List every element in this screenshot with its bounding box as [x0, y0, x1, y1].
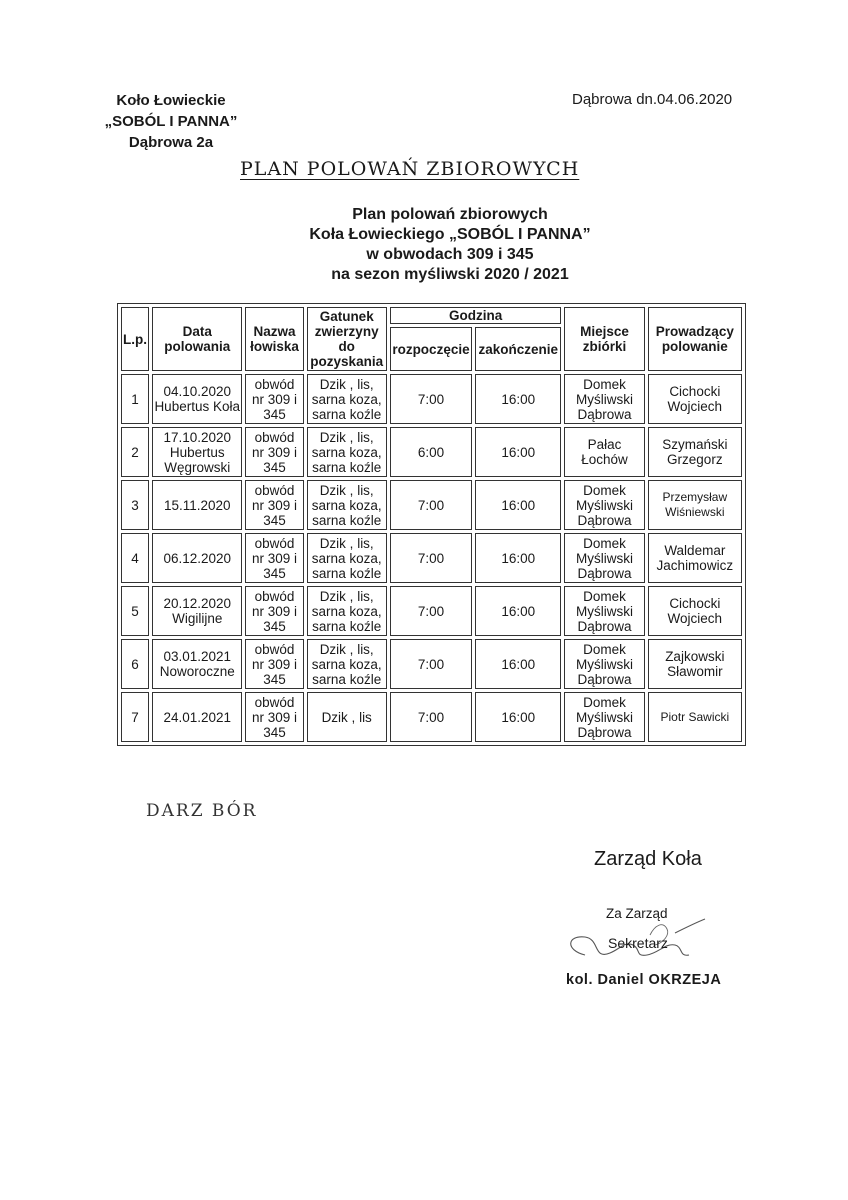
- cell-end: 16:00: [475, 639, 561, 689]
- cell-date: 03.01.2021 Noworoczne: [152, 639, 242, 689]
- cell-date: 17.10.2020 Hubertus Węgrowski: [152, 427, 242, 477]
- table-row: [121, 533, 742, 583]
- cell-meeting-place: Domek Myśliwski Dąbrowa: [564, 586, 644, 636]
- cell-hunting-ground: obwód nr 309 i 345: [245, 374, 303, 424]
- cell-lp: 7: [121, 692, 149, 742]
- table-row: [121, 480, 742, 530]
- header-hour: Godzina: [390, 307, 562, 324]
- subtitle-line-2: Koła Łowieckiego „SOBÓL I PANNA”: [309, 226, 591, 243]
- header-species: Gatunek zwierzyny do pozyskania: [307, 307, 387, 371]
- cell-lp: 2: [121, 427, 149, 477]
- document-heading: PLAN POLOWAŃ ZBIOROWYCH: [240, 158, 580, 180]
- subtitle-line-3: w obwodach 309 i 345: [366, 246, 534, 263]
- cell-start: 7:00: [390, 639, 472, 689]
- subtitle-line-4: na sezon myśliwski 2020 / 2021: [331, 266, 569, 283]
- club-name: „SOBÓL I PANNA”: [104, 113, 238, 130]
- header-end: zakończenie: [475, 327, 561, 371]
- header-lp: L.p.: [121, 307, 149, 371]
- cell-end: 16:00: [475, 427, 561, 477]
- cell-date: 04.10.2020 Hubertus Koła: [152, 374, 242, 424]
- board-title: Zarząd Koła: [594, 848, 702, 870]
- cell-meeting-place: Domek Myśliwski Dąbrowa: [564, 480, 644, 530]
- header-leader: Prowadzący polowanie: [648, 307, 742, 371]
- header-hunting-ground: Nazwa łowiska: [245, 307, 303, 371]
- hunt-schedule-table: [117, 303, 746, 746]
- cell-meeting-place: Domek Myśliwski Dąbrowa: [564, 692, 644, 742]
- darz-bor-stamp: DARZ BÓR: [146, 801, 258, 821]
- cell-date: 20.12.2020 Wigilijne: [152, 586, 242, 636]
- cell-leader: Piotr Sawicki: [648, 692, 742, 742]
- table-row: [121, 639, 742, 689]
- cell-end: 16:00: [475, 374, 561, 424]
- cell-meeting-place: Domek Myśliwski Dąbrowa: [564, 639, 644, 689]
- signatory-name: kol. Daniel OKRZEJA: [566, 972, 722, 988]
- cell-species: Dzik , lis: [307, 692, 387, 742]
- cell-species: Dzik , lis, sarna koza, sarna koźle: [307, 480, 387, 530]
- header-date: Data polowania: [152, 307, 242, 371]
- cell-leader: Zajkowski Sławomir: [648, 639, 742, 689]
- header-start: rozpoczęcie: [390, 327, 472, 371]
- cell-species: Dzik , lis, sarna koza, sarna koźle: [307, 374, 387, 424]
- for-board-label: Za Zarząd: [606, 906, 668, 921]
- cell-lp: 4: [121, 533, 149, 583]
- cell-date: 06.12.2020: [152, 533, 242, 583]
- cell-leader: Przemysław Wiśniewski: [648, 480, 742, 530]
- cell-meeting-place: Domek Myśliwski Dąbrowa: [564, 533, 644, 583]
- club-type: Koło Łowieckie: [116, 92, 226, 109]
- club-address: [96, 90, 246, 153]
- secretary-role: Sekretarz: [608, 935, 668, 951]
- table-row: [121, 374, 742, 424]
- cell-start: 6:00: [390, 427, 472, 477]
- cell-lp: 3: [121, 480, 149, 530]
- cell-hunting-ground: obwód nr 309 i 345: [245, 480, 303, 530]
- cell-lp: 1: [121, 374, 149, 424]
- place-date: Dąbrowa dn.04.06.2020: [572, 91, 733, 108]
- cell-hunting-ground: obwód nr 309 i 345: [245, 533, 303, 583]
- header-meeting-place: Miejsce zbiórki: [564, 307, 644, 371]
- subtitle-line-1: Plan polowań zbiorowych: [352, 206, 548, 223]
- cell-start: 7:00: [390, 480, 472, 530]
- cell-end: 16:00: [475, 480, 561, 530]
- cell-hunting-ground: obwód nr 309 i 345: [245, 427, 303, 477]
- cell-leader: Waldemar Jachimowicz: [648, 533, 742, 583]
- cell-meeting-place: Domek Myśliwski Dąbrowa: [564, 374, 644, 424]
- cell-meeting-place: Pałac Łochów: [564, 427, 644, 477]
- table-row: [121, 586, 742, 636]
- cell-start: 7:00: [390, 533, 472, 583]
- cell-end: 16:00: [475, 692, 561, 742]
- cell-start: 7:00: [390, 692, 472, 742]
- club-location: Dąbrowa 2a: [128, 134, 214, 151]
- cell-species: Dzik , lis, sarna koza, sarna koźle: [307, 427, 387, 477]
- cell-hunting-ground: obwód nr 309 i 345: [245, 586, 303, 636]
- cell-lp: 5: [121, 586, 149, 636]
- cell-species: Dzik , lis, sarna koza, sarna koźle: [307, 533, 387, 583]
- document-subtitle: [150, 205, 750, 285]
- table-header-row: [121, 307, 742, 324]
- cell-hunting-ground: obwód nr 309 i 345: [245, 692, 303, 742]
- cell-start: 7:00: [390, 374, 472, 424]
- cell-start: 7:00: [390, 586, 472, 636]
- table-row: [121, 692, 742, 742]
- cell-leader: Szymański Grzegorz: [648, 427, 742, 477]
- cell-species: Dzik , lis, sarna koza, sarna koźle: [307, 639, 387, 689]
- cell-end: 16:00: [475, 533, 561, 583]
- cell-leader: Cichocki Wojciech: [648, 374, 742, 424]
- cell-date: 15.11.2020: [152, 480, 242, 530]
- cell-hunting-ground: obwód nr 309 i 345: [245, 639, 303, 689]
- cell-species: Dzik , lis, sarna koza, sarna koźle: [307, 586, 387, 636]
- cell-end: 16:00: [475, 586, 561, 636]
- cell-leader: Cichocki Wojciech: [648, 586, 742, 636]
- cell-lp: 6: [121, 639, 149, 689]
- cell-date: 24.01.2021: [152, 692, 242, 742]
- table-row: [121, 427, 742, 477]
